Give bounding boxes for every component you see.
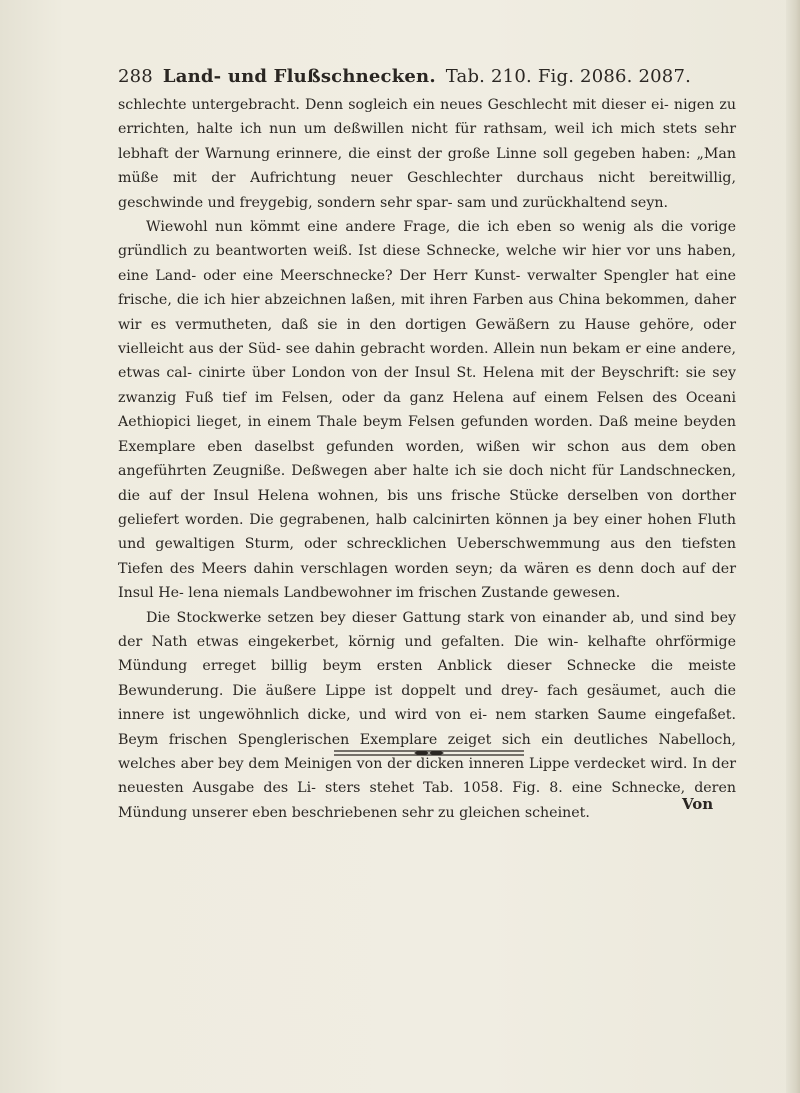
catchword: Von <box>682 795 714 813</box>
running-header <box>118 66 738 87</box>
paragraph: Wiewohl nun kömmt eine andere Frage, die ich eben so wenig als die vorige gründlich zu beantworten weiß. Ist diese Schnecke, welche wir hier vor uns haben, eine Land- oder eine Meerschnecke? Der Herr Kunst- verwalter Spengler hat eine frische, die ich hier abzeichnen laßen, mit ihren Farben aus China bekommen, daher wir es vermutheten, daß sie in den dortigen Gewäßern zu Hause gehöre, oder vielleicht aus der Süd- see dahin gebracht worden. Allein nun bekam er eine andere, etwas cal- cinirte über London von der Insul St. Helena mit der Beyschrift: sie sey zwanzig Fuß tief im Felsen, oder da ganz Helena auf einem Felsen des Oceani Aethiopici lieget, in einem Thale beym Felsen gefunden worden. Daß meine beyden Exemplare eben daselbst gefunden worden, wißen wir schon aus dem oben angeführten Zeugniße. Deßwegen aber halte ich sie doch nicht für Landschnecken, die auf der Insul Helena wohnen, bis uns frische Stücke derselben von dorther geliefert worden. Die gegrabenen, halb calcinirten können ja bey einer hohen Fluth und gewaltigen Sturm, oder schrecklichen Ueberschwemmung aus den tiefsten Tiefen des Meers dahin verschlagen worden seyn; da wären es denn doch auf der Insul He- lena niemals Landbewohner im frischen Zustande gewesen. <box>118 219 736 602</box>
running-title: Land- und Flußschnecken. <box>162 66 436 87</box>
page-number: 288 <box>118 66 153 87</box>
paragraph: Die Stockwerke setzen bey dieser Gattung stark von einander ab, und sind bey der Nath etwas eingekerbet, körnig und gefalten. Die win- kelhafte ohrförmige Mündung erreget billig beym ersten Anblick dieser Schnecke die meiste Bewunderung. Die äußere Lippe ist doppelt und drey- fach gesäumet, auch die innere ist ungewöhnlich dicke, und wird von ei- nem starken Saume eingefaßet. Beym frischen Spenglerischen Exemplare zeiget sich ein deutliches Nabelloch, welches aber bey dem Meinigen von der dicken inneren Lippe verdecket wird. In der neuesten Ausgabe des Li- sters stehet Tab. 1058. Fig. 8. eine Schnecke, deren Mündung unserer eben beschriebenen sehr zu gleichen scheinet. <box>118 609 736 821</box>
figure-reference: Tab. 210. Fig. 2086. 2087. <box>445 66 692 87</box>
ornamental-divider <box>334 748 524 758</box>
page-edge <box>786 0 800 1093</box>
paragraph: schlechte untergebracht. Denn sogleich ein neues Geschlecht mit dieser ei- nigen zu errichten, halte ich nun um deßwillen nicht für rathsam, weil ich mich stets sehr lebhaft der Warnung erinnere, die einst der große Linne soll gegeben haben: „Man müße mit der Aufrichtung neuer Geschlechter durchaus nicht bereitwillig, geschwinde und freygebig, sondern sehr spar- sam und zurückhaltend seyn. <box>118 97 736 211</box>
body-text <box>118 93 736 825</box>
